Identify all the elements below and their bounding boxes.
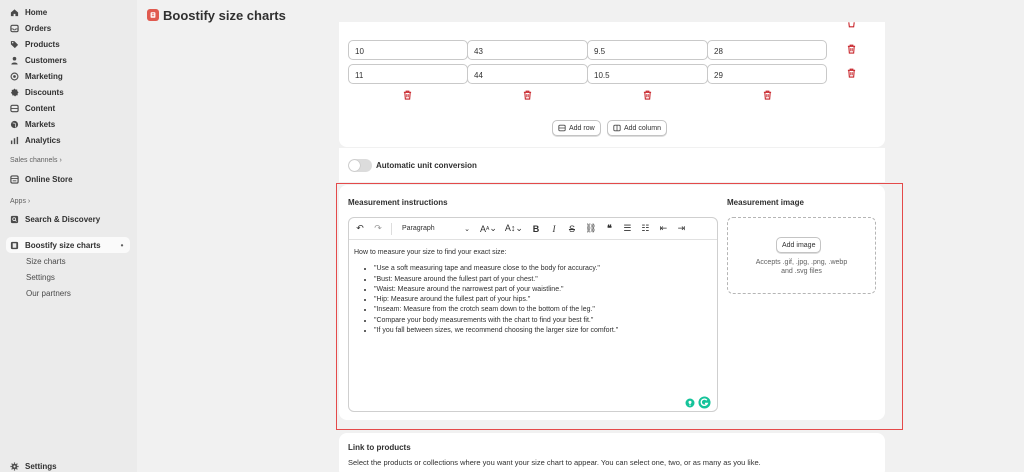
bold-icon[interactable]: B [532, 223, 540, 234]
tag-icon [10, 40, 19, 49]
discount-icon [10, 88, 19, 97]
instructions-heading: Measurement instructions [348, 198, 448, 207]
gear-icon [10, 462, 19, 471]
quote-icon[interactable]: ❝ [606, 223, 612, 233]
delete-column-icon[interactable] [763, 90, 772, 100]
unit-conversion-label: Automatic unit conversion [376, 161, 477, 170]
table-cell[interactable]: 10.5 [587, 64, 708, 84]
intro-text: How to measure your size to find your exact size: [354, 249, 507, 256]
accepted-formats-line1: Accepts .gif, .jpg, .png, .webp [755, 259, 848, 266]
add-column-icon [613, 124, 621, 132]
delete-row-icon[interactable] [847, 22, 856, 28]
add-column-label: Add column [624, 124, 661, 132]
table-cell[interactable]: 28 [707, 40, 827, 60]
sidebar-item-search-discovery[interactable] [10, 212, 100, 226]
indent-icon[interactable]: ⇥ [677, 223, 686, 233]
numbered-list-icon[interactable]: ☷ [641, 223, 650, 233]
table-cell[interactable]: 10 [348, 40, 468, 60]
sidebar-item-label: Customers [25, 55, 67, 65]
sidebar-item-settings[interactable] [10, 459, 57, 472]
sidebar-item-label: Markets [25, 119, 56, 129]
link-products-heading: Link to products [348, 443, 411, 452]
sidebar-sub-settings[interactable]: Settings [26, 273, 55, 282]
delete-column-icon[interactable] [403, 90, 412, 100]
link-products-description: Select the products or collections where you want your size chart to appear. You can select one, two, or as many as you like. [348, 458, 761, 467]
sales-channels-label: Sales channels [10, 157, 58, 164]
table-cell[interactable]: 44 [467, 64, 588, 84]
sidebar-item-label: Online Store [25, 174, 73, 184]
line-height-icon[interactable]: A↕⌄ [504, 223, 523, 233]
sidebar-item-label: Marketing [25, 71, 63, 81]
apps-label: Apps [10, 198, 26, 205]
link-icon[interactable]: ⛓ [584, 223, 597, 233]
add-row-label: Add row [569, 124, 595, 132]
bullet-list-icon[interactable]: ☰ [623, 223, 632, 233]
list-item: • "Inseam: Measure from the crotch seam down to the bottom of the leg." [374, 305, 709, 315]
chevron-right-icon: › [59, 157, 62, 164]
chart-icon [10, 136, 19, 145]
list-item: • "Bust: Measure around the fullest part of your chest." [374, 275, 709, 285]
sidebar-item-label: Orders [25, 23, 52, 33]
sidebar-item-label: Analytics [25, 135, 61, 145]
store-icon [10, 175, 19, 184]
redo-icon[interactable]: ↷ [374, 223, 382, 233]
add-column-button[interactable] [607, 120, 667, 136]
undo-icon[interactable]: ↶ [356, 223, 364, 233]
sidebar-item-products[interactable] [10, 37, 60, 51]
sidebar-item-label: Settings [25, 461, 57, 471]
add-row-button[interactable] [552, 120, 601, 136]
outdent-icon[interactable]: ⇤ [659, 223, 668, 233]
target-icon [10, 72, 19, 81]
sidebar-item-marketing[interactable] [10, 69, 63, 83]
paragraph-label: Paragraph [402, 225, 435, 232]
sidebar-item-label: Content [25, 103, 56, 113]
sidebar-sub-our-partners[interactable]: Our partners [26, 289, 71, 298]
sidebar-item-label: Discounts [25, 87, 64, 97]
sales-channels-heading[interactable] [10, 157, 62, 164]
app-square-icon [10, 215, 19, 224]
boostify-logo-icon [147, 9, 159, 21]
italic-icon[interactable]: I [552, 223, 556, 234]
delete-row-icon[interactable] [847, 44, 856, 54]
sidebar-item-analytics[interactable] [10, 133, 61, 147]
delete-column-icon[interactable] [523, 90, 532, 100]
sidebar-item-orders[interactable] [10, 21, 51, 35]
list-item: • "Hip: Measure around the fullest part of your hips." [374, 295, 709, 305]
content-icon [10, 104, 19, 113]
table-cell[interactable]: 43 [467, 40, 588, 60]
image-heading: Measurement image [727, 198, 804, 207]
list-item: • "Use a soft measuring tape and measure close to the body for accuracy." [374, 264, 709, 274]
page-title: Boostify size charts [163, 7, 286, 23]
sidebar-item-content[interactable] [10, 101, 55, 115]
sidebar-item-online-store[interactable] [10, 172, 73, 186]
chevron-down-icon: ⌄ [464, 225, 470, 233]
table-cell[interactable]: 9.5 [587, 40, 708, 60]
sidebar-item-boostify[interactable] [10, 238, 123, 252]
add-row-icon [558, 124, 566, 132]
table-cell[interactable]: 29 [707, 64, 827, 84]
accepted-formats-line2: and .svg files [781, 268, 822, 275]
sidebar-item-label: Search & Discovery [25, 214, 101, 224]
highlight-outline [336, 183, 903, 430]
sidebar-sub-size-charts[interactable]: Size charts [26, 257, 66, 266]
globe-icon [10, 120, 19, 129]
add-image-label: Add image [782, 241, 816, 249]
clipped-row [348, 18, 588, 37]
sidebar-item-home[interactable] [10, 5, 47, 19]
sidebar-item-customers[interactable] [10, 53, 67, 67]
unit-conversion-toggle[interactable] [348, 159, 372, 172]
list-item: • "Waist: Measure around the narrowest part of your waistline." [374, 285, 709, 295]
sidebar-item-markets[interactable] [10, 117, 55, 131]
sidebar [0, 0, 137, 472]
list-item: • "If you fall between sizes, we recommend choosing the larger size for comfort." [374, 326, 709, 336]
strikethrough-icon[interactable]: S [568, 223, 575, 234]
pin-dot: • [120, 240, 124, 250]
list-item: • "Compare your body measurements with the chart to find your best fit." [374, 316, 709, 326]
sidebar-item-label: Products [25, 39, 60, 49]
apps-heading[interactable] [10, 198, 30, 205]
home-icon [10, 8, 19, 17]
delete-column-icon[interactable] [643, 90, 652, 100]
delete-row-icon[interactable] [847, 68, 856, 78]
font-size-icon[interactable]: A A ⌄ [480, 223, 497, 234]
sidebar-item-label: Boostify size charts [25, 240, 101, 250]
chevron-right-icon: › [27, 198, 31, 205]
orders-icon [10, 24, 19, 33]
table-cell[interactable]: 11 [348, 64, 468, 84]
boostify-app-icon [10, 241, 19, 250]
sidebar-item-discounts[interactable] [10, 85, 64, 99]
sidebar-item-label: Home [25, 7, 48, 17]
person-icon [10, 56, 19, 65]
